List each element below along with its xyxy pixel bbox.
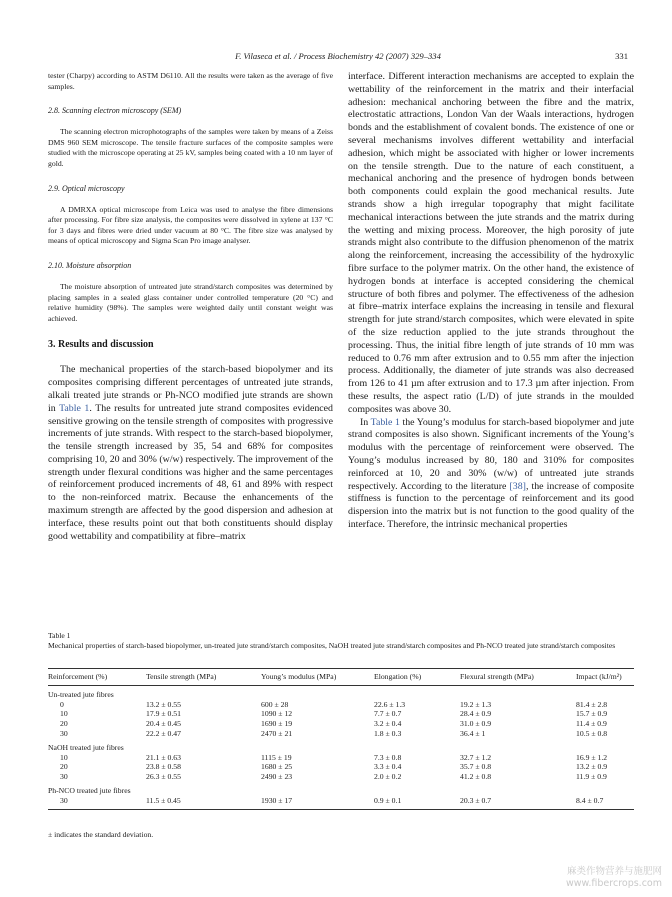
table-group-row [48,685,634,699]
table-cell: 20.4 ± 0.45 [146,719,181,729]
table-row [48,729,634,739]
header-reinforcement: Reinforcement (%) [48,669,146,686]
heading-results: 3. Results and discussion [48,339,154,351]
table-cell: 0 [60,699,64,709]
table-cell: 22.2 ± 0.47 [146,728,181,738]
table-cell: 23.8 ± 0.58 [146,762,181,772]
table-cell: 31.0 ± 0.9 [460,719,492,729]
table-cell: 3.3 ± 0.4 [374,762,402,772]
table-cell: 30 [60,772,68,782]
table-label: Table 1 [48,631,71,640]
table-cell: 0.9 ± 0.1 [374,796,460,809]
table-group-row [48,782,634,796]
table-cell: 20 [60,762,68,772]
table-cell: 600 ± 28 [261,699,289,709]
table-cell: 20 [60,719,68,729]
table-header-row [48,669,634,686]
table-cell: 11.9 ± 0.9 [576,772,607,782]
table-row [48,753,634,763]
page-number: 331 [615,51,628,61]
header-flexural: Flexural strength (MPa) [460,669,576,686]
header-elongation: Elongation (%) [374,669,460,686]
table-cell: 2470 ± 21 [261,728,293,738]
table-row [48,772,634,782]
table-cell: 2490 ± 23 [261,772,293,782]
table-cell: 30 [60,728,68,738]
table-row [48,700,634,710]
table-group-label: Un-treated jute fibres [48,689,114,699]
table-cell: 13.2 ± 0.9 [576,762,608,772]
table-cell: 7.7 ± 0.7 [374,709,402,719]
table-cell: 11.5 ± 0.45 [146,796,261,809]
table-cell: 41.2 ± 0.8 [460,772,492,782]
heading-moisture: 2.10. Moisture absorption [48,260,132,270]
reference-38-link[interactable]: [38] [509,480,526,492]
table-cell: 17.9 ± 0.51 [146,709,181,719]
table-row [48,709,634,719]
table-cell: 28.4 ± 0.9 [460,709,492,719]
watermark-line-1: 麻类作物营养与施肥网 [566,866,662,877]
table-cell: 20.3 ± 0.7 [460,796,576,809]
table-cell: 13.2 ± 0.55 [146,699,181,709]
table-body [48,685,634,809]
results-text-a: The mechanical properties of the starch-based biopolymer and its composites comprising different percentages of untreated jute strands, alkali treated jute strands or Ph-NCO modified jute strands are shown in [48,364,333,414]
table-cell: 10.5 ± 0.8 [576,728,608,738]
header-youngs: Young’s modulus (MPa) [261,669,374,686]
table-cell: 16.9 ± 1.2 [576,752,608,762]
table-cell: 1115 ± 19 [261,752,292,762]
table-caption [48,631,634,651]
paragraph-results [48,364,333,543]
table-cell: 1.8 ± 0.3 [374,728,402,738]
table-group-row [48,739,634,753]
mechanical-properties-table [48,668,634,810]
right-column [348,71,634,532]
table-group-label: Ph-NCO treated jute fibres [48,785,131,795]
paragraph-moisture: The moisture absorption of untreated jute strand/starch composites was determined by placing samples in a sealed glass container under controlled temperature (20 °C) and relative humidity (98%). The samples were weighted daily until constant weight was achieved. [48,281,333,323]
table-cell: 3.2 ± 0.4 [374,719,402,729]
table-footnote: ± indicates the standard deviation. [48,830,154,839]
table-cell: 81.4 ± 2.8 [576,699,608,709]
watermark-line-2: www.fibercrops.com [565,878,662,889]
paragraph-youngs-modulus [348,417,634,532]
table-cell: 7.3 ± 0.8 [374,752,402,762]
table-row [48,719,634,729]
paragraph-charpy: tester (Charpy) according to ASTM D6110. All the results were taken as the average of five samples. [48,71,333,91]
table-cell: 15.7 ± 0.9 [576,709,608,719]
heading-optical: 2.9. Optical microscopy [48,183,125,193]
youngs-prefix: In [360,416,371,428]
table-group-label: NaOH treated jute fibres [48,742,124,752]
header-impact: Impact (kJ/m²) [576,669,634,686]
table-caption-text: Mechanical properties of starch-based biopolymer, un-treated jute strand/starch composites, NaOH treated jute strand/starch composites and Ph-NCO treated jute strand/starch composites [48,641,616,650]
table-row [48,762,634,772]
table-cell: 22.6 ± 1.3 [374,699,406,709]
table-cell: 1090 ± 12 [261,709,293,719]
table-cell: 1930 ± 17 [261,796,374,809]
table-cell: 30 [48,796,146,809]
heading-sem: 2.8. Scanning electron microscopy (SEM) [48,106,182,116]
site-watermark [566,866,662,890]
table-cell: 26.3 ± 0.55 [146,772,181,782]
table-1-link-2[interactable]: Table 1 [370,416,400,428]
left-column [48,71,333,543]
table-cell: 21.1 ± 0.63 [146,752,181,762]
table-cell: 10 [60,752,68,762]
youngs-text-a: the Young’s modulus for starch-based biopolymer and jute strand composites is also shown. Significant increments of the Young’s modulus with the percentage of reinforcement were observed. The Young’s modulus increased by 80, 180 and 310% for composites reinforced at 10, 20 and 30% (w/w) of untreated jute strands respectively. According to the literature [348,416,634,492]
paragraph-optical: A DMRXA optical microscope from Leica was used to analyse the fibre dimensions after processing. For fibre size analysis, the composites were dissolved in xylene at 137 °C for 3 days and fibres were dried under vacuum at 80 °C. The fibre size was analysed by means of optical microscopy and Sigma Scan Pro image analyser. [48,204,333,246]
table-1-link[interactable]: Table 1 [59,402,90,414]
table-cell: 19.2 ± 1.3 [460,699,492,709]
running-title: F. Vilaseca et al. / Process Biochemistry 42 (2007) 329–334 [235,51,441,61]
running-header [48,51,628,61]
header-tensile: Tensile strength (MPa) [146,669,261,686]
table-cell: 8.4 ± 0.7 [576,796,634,809]
youngs-text-b: , the increase of composite stiffness is function to the percentage of reinforcement and its good dispersion into the matrix but is not function to the good quality of the interface. Therefore, the intrinsic mechanical properties [348,480,634,530]
table-cell: 2.0 ± 0.2 [374,772,402,782]
table-cell: 1680 ± 25 [261,762,293,772]
table-cell: 11.4 ± 0.9 [576,719,607,729]
table-cell: 10 [60,709,68,719]
table-cell: 1690 ± 19 [261,719,293,729]
table-cell: 35.7 ± 0.8 [460,762,492,772]
table-cell: 36.4 ± 1 [460,728,486,738]
table-row [48,796,634,809]
table-cell: 32.7 ± 1.2 [460,752,492,762]
results-text-b: . The results for untreated jute strand composites evidenced sensitive growing on the tensile strength of composites with progressive increments of jute strands. With respect to the starch-based biopolymer, the tensile strength increased by 35, 54 and 68% for composites comprising 10, 20 and 30% (w/w) respectively. The improvement of the strength under flexural conditions was higher and the same percentages of reinforcement produced increments of 48, 61 and 89% with respect to the non-reinforced matrix. Because the enhancements of the maximum strength are affected by the good dispersion and adhesion at interface, these results point out that both constituents should display good wettability and compatibility at fibre–matrix [48,402,333,542]
paragraph-interface: interface. Different interaction mechanisms are accepted to explain the wettability of the reinforcement in the matrix and their interfacial adhesion: mechanical anchoring between the fibre and the matrix, electrostatic attractions, London Van der Waals interactions, hydrogen bonds and the establishment of covalent bonds. The existence of one or several mechanisms involves different wettability and interfacial adhesion, which might be associated with higher or lower increments on the tensile strength. Due to the nature of each constituent, a mechanical anchoring and the presence of hydrogen bonds between both components could explain the good mechanical results. Jute strands show a high irregular topography that might facilitate mechanical interactions between the jute strands and the matrix during the wetting and mixing process. Moreover, the high porosity of jute strands might also contribute to the diffusion phenomenon of the matrix along the reinforcement, increasing the accessibility of the hydroxylic fibre surface to the polymer matrix. On the other hand, the existence of hydrogen bonds at interface is accepted considering the chemical structure of both fibres and polymer. The effectiveness of the adhesion at fibre–matrix interface explains the increasing in tensile and flexural strength for jute strand/starch composites, which were elevated in spite of the size reduction applied to the jute strands throughout the processing. Thus, the initial fibre length of jute strands of 10 mm was reduced to 0.76 mm after extrusion and to 0.55 mm after the injection process. Additionally, the diameter of jute strands was also decreased from 126 to 41 µm after extrusion and to 17.3 µm after injection. From these results, the aspect ratio (L/D) of jute strands in the moulded composites was above 30. [348,71,634,415]
paragraph-sem: The scanning electron microphotographs of the samples were taken by means of a Zeiss DMS 960 SEM microscope. The tensile fracture surfaces of the composite samples were studied with the microscope operating at 25 kV, samples being coated with a 10 nm layer of gold. [48,127,333,168]
